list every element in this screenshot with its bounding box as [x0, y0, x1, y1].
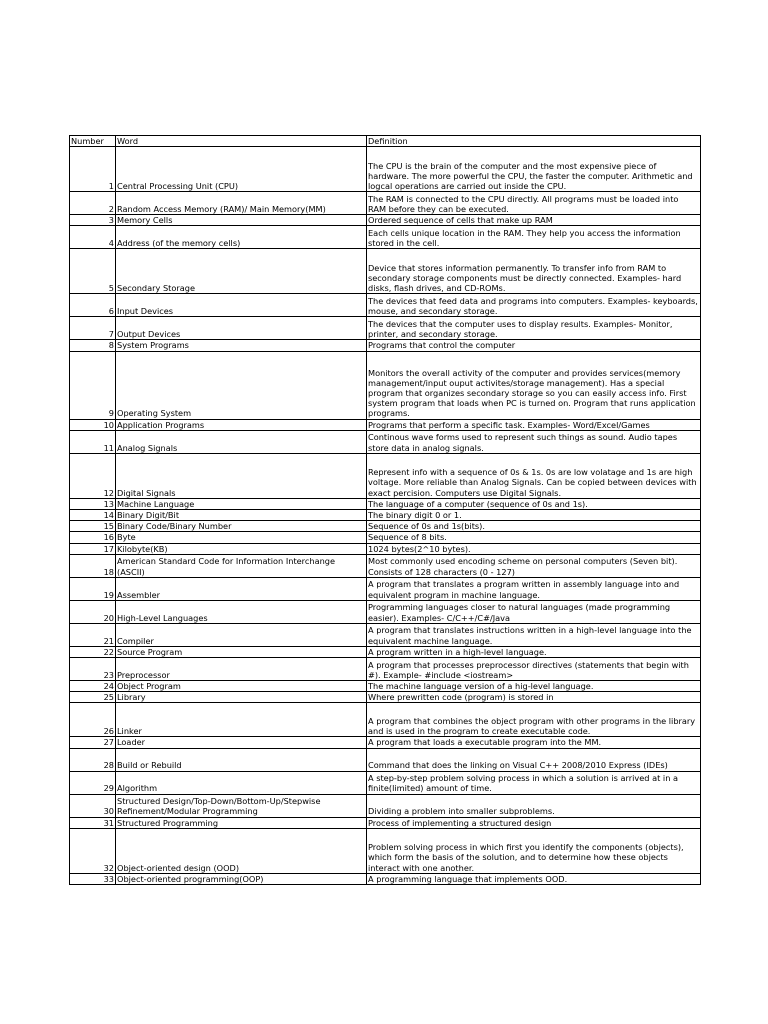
- row-word: Application Programs: [116, 419, 367, 430]
- row-definition: A program that translates instructions written in a high-level language into the equivalent machine language.: [367, 623, 701, 646]
- row-word: Algorithm: [116, 771, 367, 794]
- row-word: Loader: [116, 737, 367, 748]
- row-number: 2: [70, 192, 116, 215]
- row-number: 9: [70, 351, 116, 419]
- row-number: 13: [70, 498, 116, 509]
- row-definition: A programming language that implements OOD.: [367, 873, 701, 884]
- table-row: [70, 317, 701, 340]
- row-number: 24: [70, 681, 116, 692]
- row-definition: Ordered sequence of cells that make up RAM: [367, 215, 701, 226]
- row-word: Operating System: [116, 351, 367, 419]
- table-row: [70, 658, 701, 681]
- row-number: 18: [70, 554, 116, 577]
- row-word: Structured Design/Top-Down/Bottom-Up/Stepwise Refinement/Modular Programming: [116, 794, 367, 817]
- row-number: 15: [70, 521, 116, 532]
- row-number: 26: [70, 703, 116, 737]
- glossary-body: [70, 147, 701, 885]
- table-row: [70, 817, 701, 828]
- table-row: [70, 623, 701, 646]
- row-word: Preprocessor: [116, 658, 367, 681]
- table-row: [70, 828, 701, 873]
- table-row: [70, 521, 701, 532]
- row-definition: Monitors the overall activity of the computer and provides services(memory management/input ouput activites/storage management). Has a special program that organizes secondary storage so you can easily access info. First system program that loads when PC is turned on. Program that runs application programs.: [367, 351, 701, 419]
- row-word: Assembler: [116, 577, 367, 600]
- row-word: Secondary Storage: [116, 249, 367, 294]
- row-definition: Sequence of 8 bits.: [367, 532, 701, 543]
- row-word: Build or Rebuild: [116, 748, 367, 771]
- table-row: [70, 510, 701, 521]
- table-row: [70, 147, 701, 192]
- header-row: [70, 136, 701, 147]
- row-word: American Standard Code for Information Interchange (ASCII): [116, 554, 367, 577]
- row-word: System Programs: [116, 340, 367, 351]
- table-row: [70, 554, 701, 577]
- row-definition: Device that stores information permanently. To transfer info from RAM to secondary storage components must be directly connected. Examples- hard disks, flash drives, and CD-ROMs.: [367, 249, 701, 294]
- row-definition: The binary digit 0 or 1.: [367, 510, 701, 521]
- row-number: 30: [70, 794, 116, 817]
- row-word: Output Devices: [116, 317, 367, 340]
- row-definition: Each cells unique location in the RAM. They help you access the information stored in the cell.: [367, 226, 701, 249]
- table-row: [70, 737, 701, 748]
- glossary-table: [69, 135, 701, 885]
- table-row: [70, 794, 701, 817]
- row-word: Library: [116, 692, 367, 703]
- table-row: [70, 294, 701, 317]
- header-number: Number: [70, 136, 116, 147]
- row-definition: The language of a computer (sequence of 0s and 1s).: [367, 498, 701, 509]
- row-word: Binary Digit/Bit: [116, 510, 367, 521]
- table-row: [70, 681, 701, 692]
- row-word: Input Devices: [116, 294, 367, 317]
- header-definition: Definition: [367, 136, 701, 147]
- row-number: 20: [70, 600, 116, 623]
- table-row: [70, 430, 701, 453]
- row-number: 28: [70, 748, 116, 771]
- row-word: Kilobyte(KB): [116, 543, 367, 554]
- row-word: Linker: [116, 703, 367, 737]
- row-definition: Sequence of 0s and 1s(bits).: [367, 521, 701, 532]
- table-row: [70, 771, 701, 794]
- row-definition: The machine language version of a hig-level language.: [367, 681, 701, 692]
- row-number: 27: [70, 737, 116, 748]
- table-row: [70, 577, 701, 600]
- table-row: [70, 600, 701, 623]
- table-row: [70, 419, 701, 430]
- table-row: [70, 226, 701, 249]
- row-definition: Where prewritten code (program) is stored in: [367, 692, 701, 703]
- row-definition: The RAM is connected to the CPU directly. All programs must be loaded into RAM before they can be executed.: [367, 192, 701, 215]
- table-row: [70, 646, 701, 657]
- row-word: Machine Language: [116, 498, 367, 509]
- glossary-sheet: [69, 135, 700, 885]
- table-row: [70, 351, 701, 419]
- row-definition: Command that does the linking on Visual C++ 2008/2010 Express (IDEs): [367, 748, 701, 771]
- row-number: 32: [70, 828, 116, 873]
- row-word: Address (of the memory cells): [116, 226, 367, 249]
- row-definition: 1024 bytes(2^10 bytes).: [367, 543, 701, 554]
- row-word: Random Access Memory (RAM)/ Main Memory(MM): [116, 192, 367, 215]
- row-word: Memory Cells: [116, 215, 367, 226]
- row-word: Central Processing Unit (CPU): [116, 147, 367, 192]
- row-number: 7: [70, 317, 116, 340]
- row-word: Object Program: [116, 681, 367, 692]
- row-definition: Most commonly used encoding scheme on personal computers (Seven bit). Consists of 128 characters (0 - 127): [367, 554, 701, 577]
- table-row: [70, 692, 701, 703]
- row-number: 22: [70, 646, 116, 657]
- row-definition: Represent info with a sequence of 0s & 1s. 0s are low volatage and 1s are high voltage. More reliable than Analog Signals. Can be copied between devices with exact percision. Computers use Digital Signals.: [367, 453, 701, 498]
- table-row: [70, 249, 701, 294]
- row-word: Digital Signals: [116, 453, 367, 498]
- row-definition: Problem solving process in which first you identify the components (objects), which form the basis of the solution, and to determine how these objects interact with one another.: [367, 828, 701, 873]
- row-definition: A program that loads a executable program into the MM.: [367, 737, 701, 748]
- table-row: [70, 453, 701, 498]
- row-number: 11: [70, 430, 116, 453]
- row-word: Compiler: [116, 623, 367, 646]
- row-definition: A step-by-step problem solving process in which a solution is arrived at in a finite(limited) amount of time.: [367, 771, 701, 794]
- row-definition: Continous wave forms used to represent such things as sound. Audio tapes store data in analog signals.: [367, 430, 701, 453]
- row-definition: A program that combines the object program with other programs in the library and is used in the program to create executable code.: [367, 703, 701, 737]
- row-number: 1: [70, 147, 116, 192]
- row-definition: The devices that the computer uses to display results. Examples- Monitor, printer, and secondary storage.: [367, 317, 701, 340]
- row-number: 8: [70, 340, 116, 351]
- row-word: Source Program: [116, 646, 367, 657]
- row-number: 6: [70, 294, 116, 317]
- row-definition: The devices that feed data and programs into computers. Examples- keyboards, mouse, and secondary storage.: [367, 294, 701, 317]
- row-definition: Programs that perform a specific task. Examples- Word/Excel/Games: [367, 419, 701, 430]
- row-number: 25: [70, 692, 116, 703]
- row-word: High-Level Languages: [116, 600, 367, 623]
- row-definition: Process of implementing a structured design: [367, 817, 701, 828]
- row-number: 21: [70, 623, 116, 646]
- table-row: [70, 192, 701, 215]
- table-row: [70, 340, 701, 351]
- table-row: [70, 532, 701, 543]
- row-number: 31: [70, 817, 116, 828]
- row-number: 17: [70, 543, 116, 554]
- row-number: 10: [70, 419, 116, 430]
- row-number: 33: [70, 873, 116, 884]
- row-word: Object-oriented design (OOD): [116, 828, 367, 873]
- row-word: Byte: [116, 532, 367, 543]
- row-definition: Dividing a problem into smaller subproblems.: [367, 794, 701, 817]
- row-word: Binary Code/Binary Number: [116, 521, 367, 532]
- row-number: 16: [70, 532, 116, 543]
- row-definition: A program that translates a program written in assembly language into and equivalent program in machine language.: [367, 577, 701, 600]
- table-row: [70, 873, 701, 884]
- table-row: [70, 215, 701, 226]
- row-number: 3: [70, 215, 116, 226]
- row-definition: The CPU is the brain of the computer and the most expensive piece of hardware. The more powerful the CPU, the faster the computer. Arithmetic and logcal operations are carried out inside the CPU.: [367, 147, 701, 192]
- header-word: Word: [116, 136, 367, 147]
- table-row: [70, 703, 701, 737]
- row-word: Object-oriented programming(OOP): [116, 873, 367, 884]
- row-number: 14: [70, 510, 116, 521]
- table-row: [70, 543, 701, 554]
- row-definition: Programs that control the computer: [367, 340, 701, 351]
- row-definition: A program written in a high-level language.: [367, 646, 701, 657]
- row-number: 19: [70, 577, 116, 600]
- row-definition: A program that processes preprocessor directives (statements that begin with #). Example- #include <iostream>: [367, 658, 701, 681]
- row-definition: Programming languages closer to natural languages (made programming easier). Examples- C/C++/C#/Java: [367, 600, 701, 623]
- row-number: 5: [70, 249, 116, 294]
- table-row: [70, 498, 701, 509]
- row-word: Structured Programming: [116, 817, 367, 828]
- row-number: 12: [70, 453, 116, 498]
- table-row: [70, 748, 701, 771]
- row-number: 29: [70, 771, 116, 794]
- row-number: 4: [70, 226, 116, 249]
- row-number: 23: [70, 658, 116, 681]
- row-word: Analog Signals: [116, 430, 367, 453]
